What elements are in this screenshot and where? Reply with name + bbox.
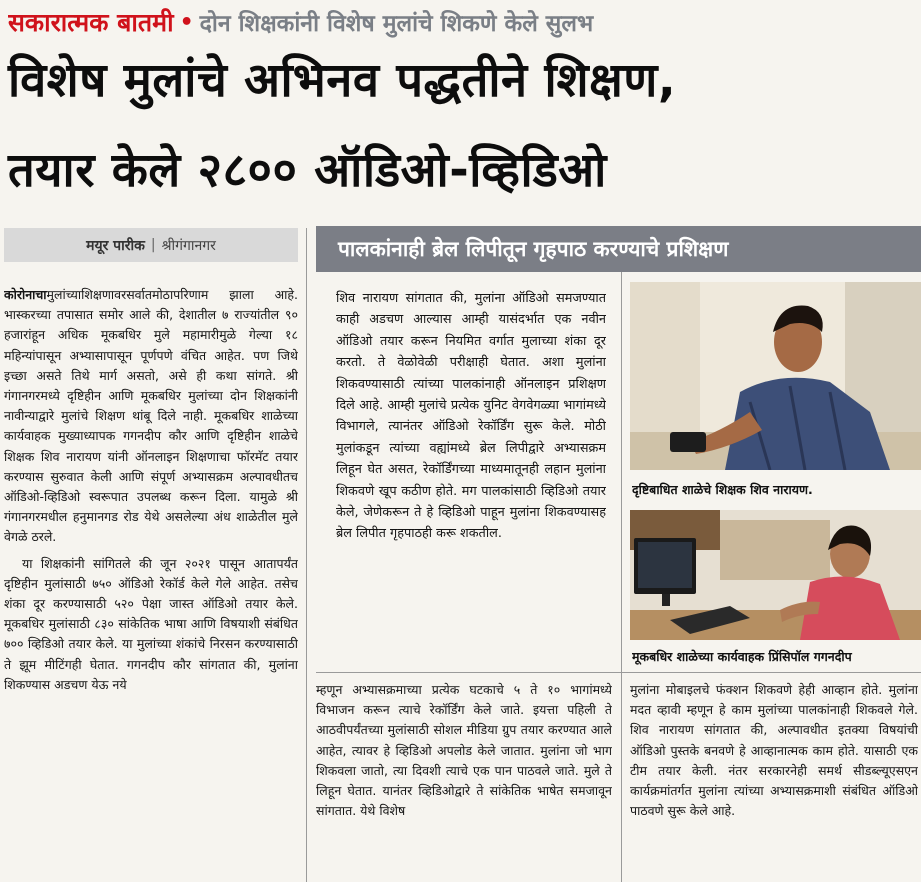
byline-place: श्रीगंगानगर <box>161 237 216 254</box>
section-divider <box>316 672 921 673</box>
byline-separator: | <box>150 237 156 253</box>
kicker-label: सकारात्मक बातमी <box>8 8 174 37</box>
headline-line-1: विशेष मुलांचे अभिनव पद्धतीने शिक्षण, <box>8 53 677 108</box>
paragraph: शिव नारायण सांगतात की, मुलांना ऑडिओ समजण्यात काही अडचण आल्यास आम्ही यासंदर्भात एक नवीन ऑडिओ तयार करून नियमित वर्गात मुलाच्या शंका दूर करतो. ते वेळोवेळी परीक्षाही घेतात. अशा मुलांना शिकवण्यासाठी त्यांच्या पालकांनाही ऑनलाइन प्रशिक्षण दिले आहे. आम्ही मुलांचे प्रत्येक युनिट वेगवेगळ्या भागांमध्ये विभागले, त्यानंतर ऑडिओ रेकॉर्डिंग सुरू केले. मोठी मुलांकडून त्यांच्या वह्यांमध्ये ब्रेल लिपीद्वारे अभ्यासक्रम लिहून घेत असत, रेकॉर्डिंगच्या माध्यमातूनही लहान मुलांना शिकवणे खूप कठीण होते. मग पालकांसाठी व्हिडिओ तयार केले, जेणेकरून ते हे व्हिडिओ पाहून मुलांना शिकवण्यासह ब्रेल लिपीत गृहपाठही करू शकतील. <box>336 291 606 542</box>
article-column-4 <box>630 680 918 882</box>
lead-word: कोरोनाचा <box>4 287 47 302</box>
paragraph-text: मुलांच्याशिक्षणावरसर्वातमोठापरिणाम झाला आहे. भास्करच्या तपासात समोर आले की, देशातील ७ राज्यांतील ९० हजारांहून अधिक मूकबधिर मुले महामारीमुळे गेल्या १८ महिन्यांपासून अभ्यासापासून पूर्णपणे वंचित आहेत. पण जिथे इच्छा असते तिथे मार्ग असतो, असे ही कथा सांगते. श्री गंगानगरमध्ये दृष्टिहीन आणि मूकबधिर मुलांच्या दोन शिक्षकांनी नावीन्याद्वारे मुलांचे शिक्षण थांबू दिले नाही. मूकबधिर शाळेच्या कार्यवाहक मुख्याध्यापक गगनदीप कौर आणि दृष्टिहीन शाळेचे शिक्षक शिव नारायण यांनी ऑनलाइन शिक्षणाचा फॉरमॅट तयार करण्यास सुरुवात केली आणि संपूर्ण अभ्यासक्रम अल्पावधीतच ऑडिओ-व्हिडिओ स्वरूपात उपलब्ध करून दिला. यामुळे श्री गंगानगरमधील हनुमानगड रोड येथे असलेल्या अंध शाळेतील मुले वेगळे ठरले. <box>4 287 298 545</box>
photo-principal-gagandeep <box>630 510 921 640</box>
column-divider <box>621 272 622 882</box>
article-column-1 <box>4 285 298 882</box>
paragraph: या शिक्षकांनी सांगितले की जून २०२१ पासून आतापर्यंत दृष्टिहीन मुलांसाठी ७५० ऑडिओ रेकॉर्ड केले गेले आहेत. तसेच शंका दूर करण्यासाठी ५२० पेक्षा जास्त ऑडिओ तयार केले. मूकबधिर मुलांसाठी ८३० सांकेतिक भाषा आणि विषयाशी संबंधित ७०० व्हिडिओ तयार केले. या मुलांच्या शंकांचे निरसन करण्यासाठी ते झूम मीटिंगही घेतात. गगनदीप कौर सांगतात की, मुलांना शिकण्यास अडचण येऊ नये <box>4 555 298 692</box>
headline-line-2: तयार केले २८०० ऑडिओ-व्हिडिओ <box>8 143 607 198</box>
article-column-3 <box>316 680 612 882</box>
photo-caption: दृष्टिबाधित शाळेचे शिक्षक शिव नारायण. <box>632 482 813 497</box>
photo-caption: मूकबधिर शाळेच्या कार्यवाहक प्रिंसिपॉल गगनदीप <box>632 649 852 664</box>
kicker-subtitle: दोन शिक्षकांनी विशेष मुलांचे शिकणे केले सुलभ <box>199 11 594 37</box>
byline <box>4 228 298 262</box>
kicker-line <box>8 0 913 44</box>
article-column-2 <box>336 288 606 672</box>
column-divider <box>306 228 307 882</box>
banner-title: पालकांनाही ब्रेल लिपीतून गृहपाठ करण्याचे प्रशिक्षण <box>338 237 729 261</box>
byline-author: मयूर पारीक <box>86 237 145 254</box>
photo-teacher-shiv-narayan <box>630 282 921 470</box>
kicker-separator: • <box>179 9 194 35</box>
section-banner <box>316 226 921 272</box>
paragraph <box>4 285 298 548</box>
paragraph: मुलांना मोबाइलचे फंक्शन शिकवणे हेही आव्हान होते. मुलांना मदत व्हावी म्हणून हे काम मुलांच्या पालकांनाही शिकवले गेले. शिव नारायण सांगतात की, अल्पावधीत इतक्या विषयांची ऑडिओ पुस्तके बनवणे हे आव्हानात्मक काम होते. यासाठी एक टीम तयार केली. नंतर सरकारनेही समर्थ सीडब्ल्यूएसएन कार्यक्रमांतर्गत मुलांना त्यांच्या अभ्यासक्रमाशी संबंधित ऑडिओ पाठवणे सुरू केले आहे. <box>630 682 918 819</box>
paragraph: म्हणून अभ्यासक्रमाच्या प्रत्येक घटकाचे ५ ते १० भागांमध्ये विभाजन करून त्याचे रेकॉर्डिंग केले जाते. इयत्ता पहिली ते आठवीपर्यंतच्या मुलांसाठी सोशल मीडिया ग्रुप तयार करण्यात आले आहेत, त्यावर हे व्हिडिओ अपलोड केले जातात. मुलांना जो भाग शिकवला जातो, त्या दिवशी त्याचे एक पान पाठवले जाते. मुले ते लिहून घेतात. यानंतर व्हिडिओद्वारे ते सांकेतिक भाषेत समजावून सांगतात. येथे विशेष <box>316 682 612 819</box>
